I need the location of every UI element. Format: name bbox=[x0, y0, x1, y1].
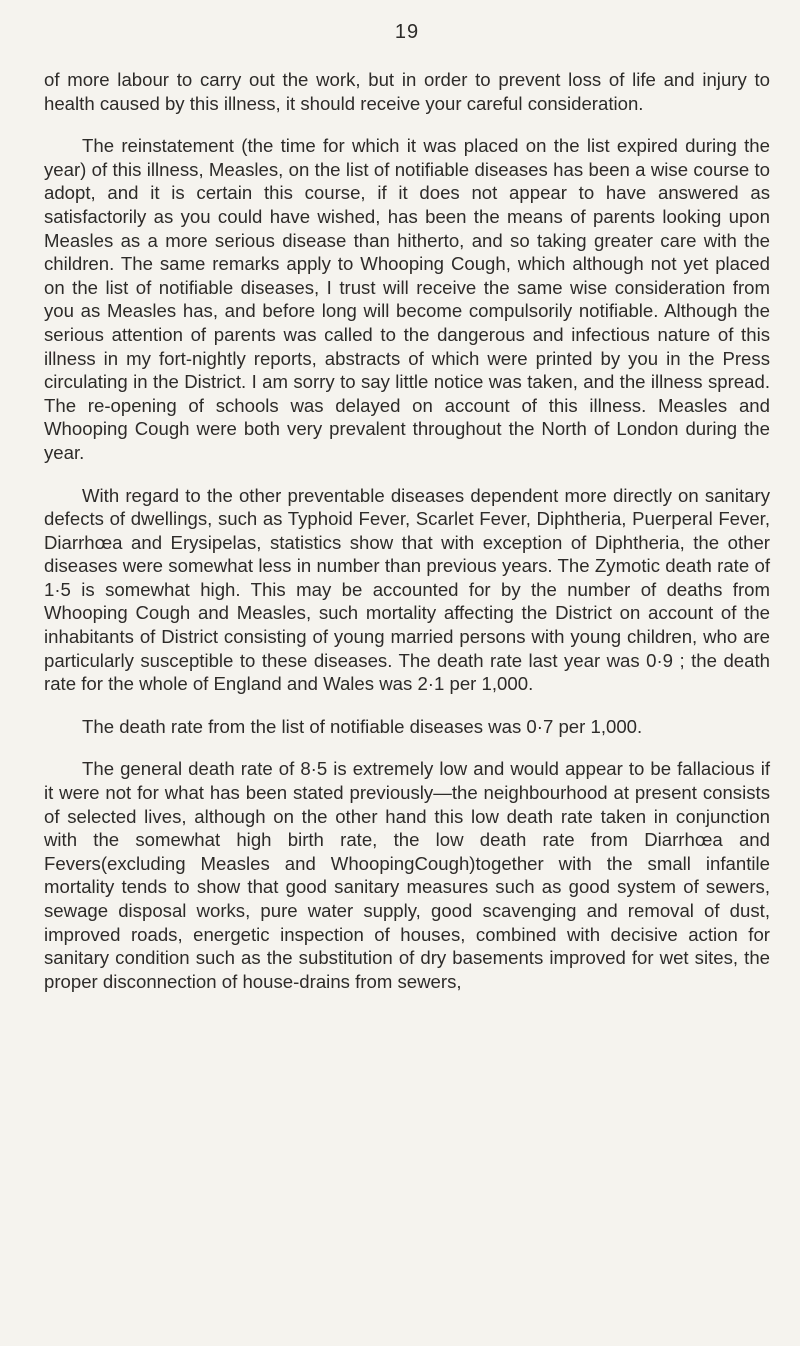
paragraph-measles-reinstatement: The reinstatement (the time for which it was placed on the list expired during the year) of this illness, Measles, on the list of notifiable diseases has been a wise course to adopt, and it is certain this course, if it does not appear to have answered as satisfactorily as you could have wished, has been the means of parents looking upon Measles as a more serious disease than hitherto, and so taking greater care with the children. The same remarks apply to Whooping Cough, which although not yet placed on the list of notifiable diseases, I trust will receive the same wise consideration from you as Measles has, and before long will become compulsorily notifiable. Although the serious attention of parents was called to the dangerous and infectious nature of this illness in my fort-nightly reports, abstracts of which were printed by you in the Press circulating in the District. I am sorry to say little notice was taken, and the illness spread. The re-opening of schools was delayed on account of this illness. Measles and Whooping Cough were both very prevalent throughout the North of London during the year. bbox=[44, 135, 770, 463]
paragraph-notifiable-death-rate: The death rate from the list of notifiable diseases was 0·7 per 1,000. bbox=[82, 715, 643, 737]
page-number: 19 bbox=[394, 21, 420, 43]
paragraph-continuation: of more labour to carry out the work, but in order to prevent loss of life and injury to health caused by this illness, it should receive your careful consideration. bbox=[44, 69, 770, 114]
paragraph-general-death-rate: The general death rate of 8·5 is extremely low and would appear to be fallacious if it were not for what has been stated previously—the neighbourhood at present consists of selected lives, although on the other hand this low death rate taken in conjunction with the somewhat high birth rate, the low death rate from Diarrhœa and Fevers(excluding Measles and WhoopingCough)together with the small infantile mortality tends to show that good sanitary measures such as good system of sewers, sewage disposal works, pure water supply, good scavenging and removal of dust, improved roads, energetic inspection of houses, combined with decisive action for sanitary condition such as the substitution of dry basements improved for wet sites, the proper disconnection of house-drains from sewers, bbox=[44, 758, 770, 992]
paragraph-preventable-diseases: With regard to the other preventable diseases dependent more directly on sanitary defects of dwellings, such as Typhoid Fever, Scarlet Fever, Diphtheria, Puerperal Fever, Diarrhœa and Erysipelas, statistics show that with exception of Diphtheria, the other diseases were somewhat less in number than previous years. The Zymotic death rate of 1·5 is somewhat high. This may be accounted for by the number of deaths from Whooping Cough and Measles, such mortality affecting the District on account of the inhabitants of District consisting of young married persons with young children, who are particularly susceptible to these diseases. The death rate last year was 0·9 ; the death rate for the whole of England and Wales was 2·1 per 1,000. bbox=[44, 484, 770, 695]
